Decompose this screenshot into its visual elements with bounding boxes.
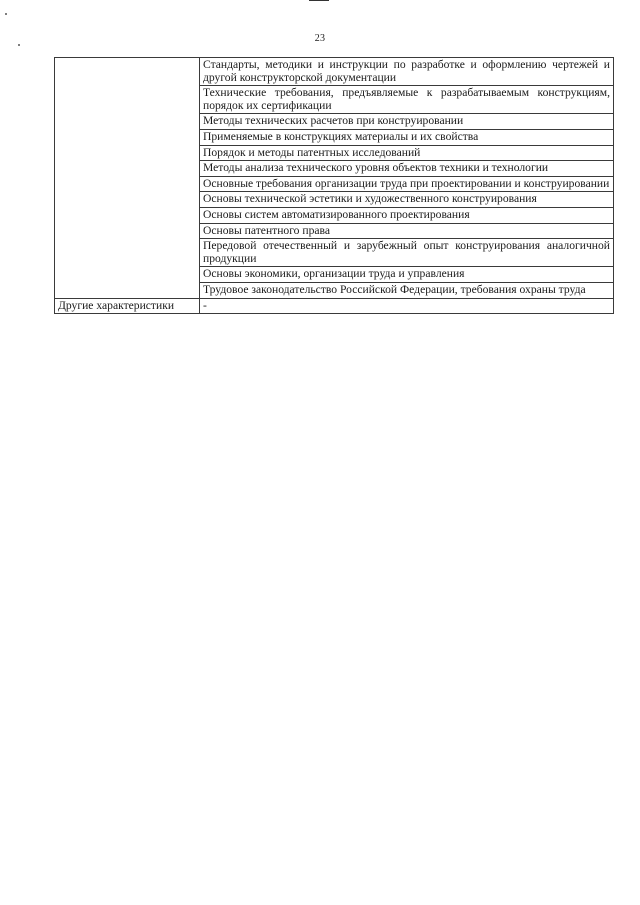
scan-speck xyxy=(18,44,20,46)
knowledge-item: Применяемые в конструкциях материалы и их свойства xyxy=(200,129,614,145)
page-number: 23 xyxy=(314,33,326,44)
knowledge-item: Технические требования, предъявляемые к разрабатываемым конструкциям, порядок их сертификации xyxy=(200,86,614,114)
other-characteristics-value: - xyxy=(200,298,614,314)
knowledge-item: Основы технической эстетики и художественного конструирования xyxy=(200,192,614,208)
other-characteristics-label: Другие характеристики xyxy=(55,298,200,314)
requirements-table xyxy=(54,57,614,314)
knowledge-item: Основы систем автоматизированного проектирования xyxy=(200,207,614,223)
knowledge-item: Основы экономики, организации труда и управления xyxy=(200,267,614,283)
scan-top-mark xyxy=(309,0,329,1)
knowledge-item: Основные требования организации труда при проектировании и конструировании xyxy=(200,176,614,192)
knowledge-item: Стандарты, методики и инструкции по разработке и оформлению чертежей и другой конструкторской документации xyxy=(200,58,614,86)
table-row xyxy=(55,298,614,314)
knowledge-item: Передовой отечественный и зарубежный опыт конструирования аналогичной продукции xyxy=(200,239,614,267)
table-row xyxy=(55,58,614,86)
knowledge-item: Порядок и методы патентных исследований xyxy=(200,145,614,161)
knowledge-item: Методы анализа технического уровня объектов техники и технологии xyxy=(200,161,614,177)
scan-speck xyxy=(5,13,7,15)
knowledge-item: Трудовое законодательство Российской Федерации, требования охраны труда xyxy=(200,282,614,298)
knowledge-item: Методы технических расчетов при конструировании xyxy=(200,114,614,130)
knowledge-item: Основы патентного права xyxy=(200,223,614,239)
empty-label-cell xyxy=(55,58,200,299)
